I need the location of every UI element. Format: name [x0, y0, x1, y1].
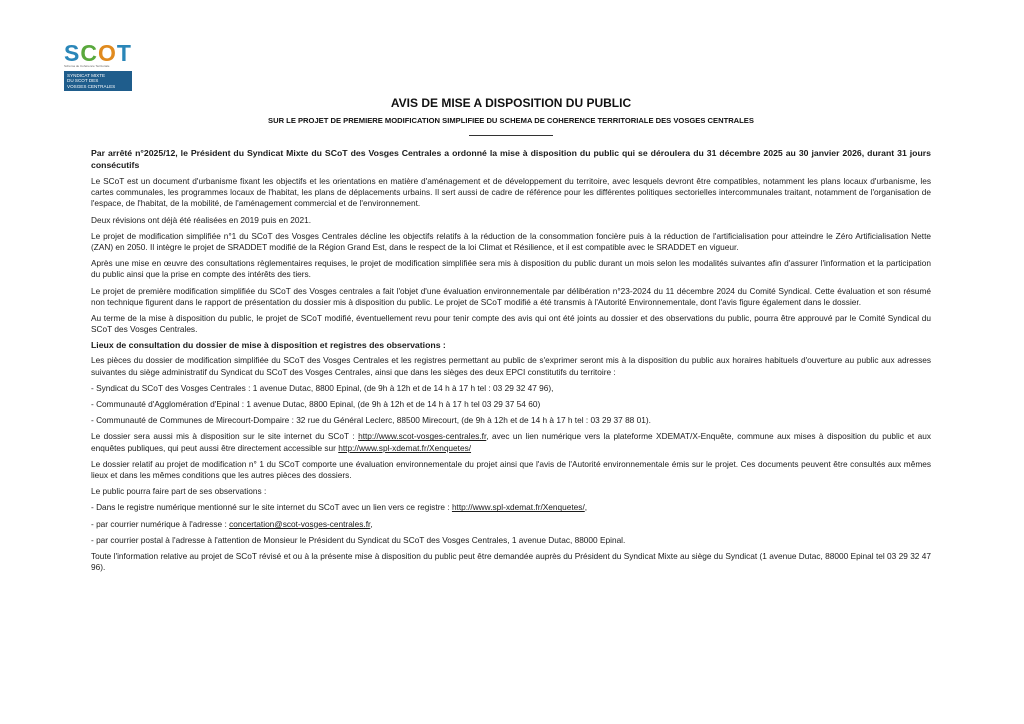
logo-letter: C [80, 40, 98, 66]
paragraph-environmental-evaluation: Le projet de première modification simplifiée du SCoT des Vosges centrales a fait l'objet d'une évaluation environnementale par délibération n°23-2024 du 11 décembre 2024 du Comité Syndical. Cette évaluation et son résumé non technique figurent dans le rapport de présentation du dossier mis à disposition du public. Le projet de SCoT modifié a été transmis à l'Autorité Environnementale, dont l'avis figure également dans le dossier. [91, 285, 931, 307]
email-link[interactable]: concertation@scot-vosges-centrales.fr [229, 518, 371, 529]
observation-postal-item: - par courrier postal à l'adresse à l'attention de Monsieur le Président du Syndicat du SCoT des Vosges Centrales, 1 avenue Dutac, 88000 Epinal. [91, 534, 626, 545]
scot-website-link[interactable]: http://www.scot-vosges-centrales.fr [358, 431, 487, 442]
decree-statement: Par arrêté n°2025/12, le Président du Syndicat Mixte du SCoT des Vosges Centrales a ordonné la mise à disposition du public qui se déroulera du 31 décembre 2025 au 30 janvier 2026, durant 31 jours consécutifs [91, 148, 931, 170]
section-consultation-title: Lieux de consultation du dossier de mise à disposition et registres des observations : [91, 340, 446, 351]
notice-title: AVIS DE MISE A DISPOSITION DU PUBLIC [390, 96, 632, 110]
scot-logo [64, 42, 134, 91]
observation-text: - par courrier numérique à l'adresse : [91, 518, 230, 529]
registry-link[interactable]: http://www.spl-xdemat.fr/Xenquetes/ [451, 502, 585, 513]
observation-email-item [91, 519, 931, 530]
logo-letter: S [64, 40, 81, 66]
website-text: , avec un lien numérique vers la plateforme XDEMAT/X-Enquête, commune aux mises à disposition du public et aux enquêtes publiques, qui peut aussi être directement accessible sur [91, 431, 931, 453]
notice-subtitle: SUR LE PROJET DE PREMIERE MODIFICATION SIMPLIFIEE DU SCHEMA DE COHERENCE TERRITORIALE DES VOSGES CENTRALES [268, 116, 754, 125]
location-item: - Communauté de Communes de Mirecourt-Dompaire : 32 rue du Général Leclerc, 88500 Mirecourt, (de 9h à 12h et de 14 h à 17 h tel : 03 29 37 88 01). [91, 415, 651, 426]
logo-box-line: SYNDICAT MIXTE [67, 73, 106, 78]
paragraph-approval: Au terme de la mise à disposition du public, le projet de SCoT modifié, éventuellement revu pour tenir compte des avis qui ont été joints au dossier et des observations du public, pourra être approuvé par le Comité Syndical du SCoT des Vosges Centrales. [91, 313, 931, 335]
location-item: - Syndicat du SCoT des Vosges Centrales : 1 avenue Dutac, 8800 Epinal, (de 9h à 12h et de 14 h à 17 h tel : 03 29 32 47 96), [91, 382, 554, 393]
observation-text: , [370, 518, 373, 529]
closing-paragraph: Toute l'information relative au projet de SCoT révisé et ou à la présente mise à disposition du public peut être demandée auprès du Président du Syndicat Mixte au siège du Syndicat (1 avenue Dutac, 88000 Epinal tel 03 29 32 47 96). [91, 551, 931, 573]
logo-box [64, 71, 132, 91]
website-text: Le dossier sera aussi mis à disposition sur le site internet du SCoT : [91, 431, 359, 442]
observation-text: , [584, 502, 588, 513]
observation-text: - Dans le registre numérique mentionné sur le site internet du SCoT avec un lien vers ce registre : [91, 502, 452, 513]
paragraph-modification-project: Le projet de modification simplifiée n°1 du SCoT des Vosges Centrales décline les objectifs relatifs à la réduction de la consommation foncière puis à la réduction de l'artificialisation pour atteindre le Zéro Artificialisation Nette (ZAN) en 2050. Il intègre le projet de SRADDET modifié de la Région Grand Est, dans le respect de la loi Climat et Résilience, et il est compatible avec le SRADDET en vigueur. [91, 230, 931, 253]
consultation-intro: Les pièces du dossier de modification simplifiée du SCoT des Vosges Centrales et les registres permettant au public de s'exprimer seront mis à la disposition du public aux horaires habituels d'ouverture au public aux adresses suivantes du siège administratif du Syndicat du SCoT des Vosges Centrales, ainsi que dans les sièges des deux EPCI constitutifs du territoire : [91, 355, 931, 377]
location-item: - Communauté d'Agglomération d'Epinal : 1 avenue Dutac, 8800 Epinal, (de 9h à 12h et de 14 h à 17 h tel 03 29 37 54 60) [91, 399, 541, 410]
notice-body [91, 96, 931, 578]
paragraph-consultations: Après une mise en œuvre des consultations règlementaires requises, le projet de modification simplifiée sera mis à disposition du public durant un mois selon les modalités suivantes afin d'assurer l'information et la participation du public ainsi que la prise en compte des intérêts des tiers. [91, 258, 931, 280]
logo-tagline: Schéma de Cohérence Territoriale [64, 64, 110, 68]
observations-intro: Le public pourra faire part de ses observations : [91, 486, 267, 497]
logo-wordmark [64, 42, 134, 64]
xdemat-link[interactable]: http://www.spl-xdemat.fr/Xenquetes/ [338, 442, 472, 453]
logo-box-line: DU SCOT DES [67, 78, 99, 84]
website-paragraph [91, 431, 931, 453]
logo-box-line: VOSGES CENTRALES [67, 83, 116, 89]
paragraph-scot-definition: Le SCoT est un document d'urbanisme fixant les objectifs et les orientations en matière d'aménagement et de développement du territoire, avec lesquels devront être compatibles, notamment les plans locaux d'urbanisme, les cartes communales, les programmes locaux de l'habitat, les plans de déplacements urbains. Il sert aussi de cadre de référence pour les différentes politiques sectorielles intercommunales traitant, notamment de l'organisation de l'espace, de l'habitat, de la mobilité, de l'aménagement commercial et de l'environnement. [91, 176, 931, 209]
env-evaluation-paragraph: Le dossier relatif au projet de modification n° 1 du SCoT comporte une évaluation environnementale du projet ainsi que l'avis de l'Autorité environnementale émis sur le projet. Ces documents peuvent être consultés aux mêmes lieux et dans les mêmes conditions que les autres pièces des dossiers. [91, 458, 931, 481]
logo-letter: O [97, 40, 117, 66]
paragraph-revisions: Deux révisions ont déjà été réalisées en 2019 puis en 2021. [91, 214, 312, 225]
title-divider [469, 135, 553, 136]
observation-registry-item [91, 502, 931, 513]
logo-letter: T [116, 40, 132, 66]
